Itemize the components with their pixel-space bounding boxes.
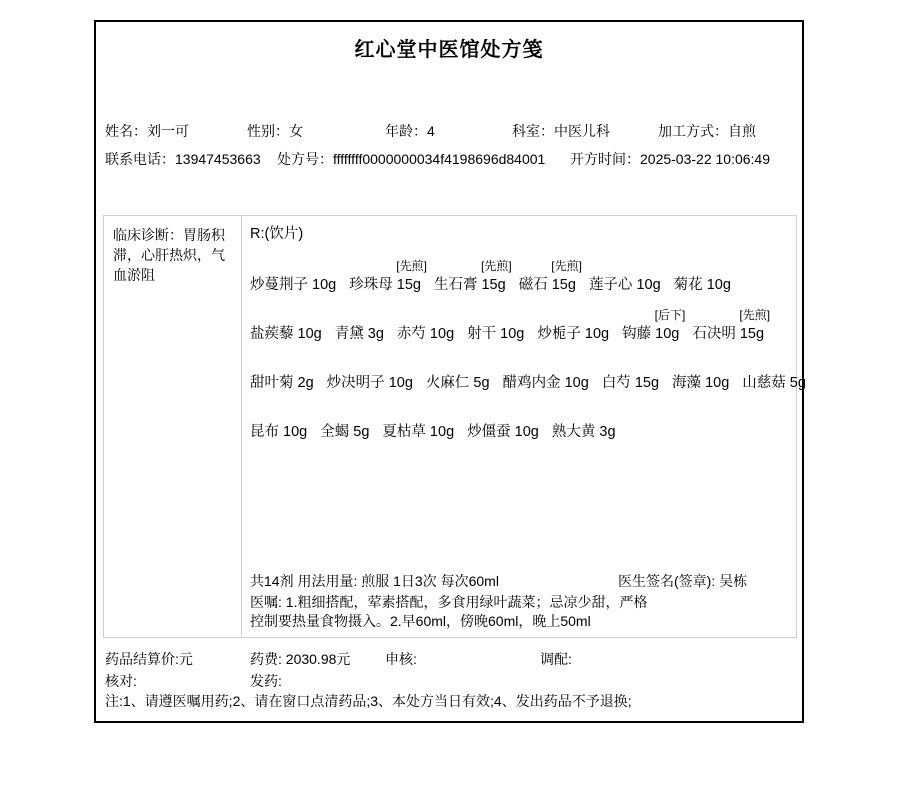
medicine-item (250, 376, 314, 391)
medicine-name-dose: 熟大黄 3g (551, 424, 616, 440)
field-issue-time (570, 149, 770, 169)
medicine-item (250, 278, 336, 293)
medicine-item (503, 376, 589, 391)
decoction-tag: [先煎] (739, 308, 771, 322)
medicine-name-dose: 炒蔓荆子 10g (250, 277, 337, 293)
medicine-row (250, 294, 806, 343)
medicine-row (250, 392, 806, 441)
medicine-name-dose: 醋鸡内金 10g (502, 375, 589, 391)
patient-info-row-1 (96, 121, 802, 139)
medicine-name-dose: 石决明 15g (692, 326, 765, 342)
field-value: ffffffff0000000034f4198696d84001 (333, 151, 546, 167)
patient-info-row-2 (96, 149, 802, 167)
decoction-tag: [后下] (654, 308, 686, 322)
medicine-item (467, 425, 539, 440)
medicine-item (349, 259, 427, 293)
medicine-item (467, 327, 524, 342)
field-label: 年龄： (385, 123, 427, 139)
medicine-item (602, 376, 659, 391)
doctor-signature (618, 572, 747, 591)
field-check: 核对: (105, 673, 137, 689)
medicine-item (674, 278, 731, 293)
field-value: 自煎 (728, 123, 756, 139)
medicine-item (327, 376, 413, 391)
field-settlement-price (105, 649, 193, 669)
medicine-name-dose: 炒僵蚕 10g (467, 424, 539, 440)
page-title: 红心堂中医馆处方笺 (354, 39, 544, 61)
medicine-name-dose: 白芍 15g (601, 375, 660, 391)
medicine-rows (250, 245, 806, 441)
medicine-item (742, 376, 806, 391)
decoction-tag: [先煎] (481, 259, 512, 273)
doctor-signature-name: 吴栋 (719, 573, 748, 589)
medicine-item (335, 327, 384, 342)
field-processing-method (658, 121, 756, 141)
field-value: 中医儿科 (554, 123, 610, 139)
field-issue-medicine: 发药: (250, 673, 282, 689)
rx-bottom-block (250, 572, 802, 631)
decoction-tag: [先煎] (551, 259, 582, 273)
medicine-name-dose: 盐蒺藜 10g (250, 326, 322, 342)
field-phone (105, 149, 261, 169)
field-dispense: 调配: (540, 651, 572, 667)
medicine-name-dose: 山慈菇 5g (742, 375, 806, 391)
medicine-name-dose: 火麻仁 5g (425, 375, 490, 391)
field-value: 女 (289, 123, 303, 139)
field-value: 13947453663 (175, 151, 261, 167)
medicine-item (552, 425, 616, 440)
medicine-name-dose: 赤芍 10g (396, 326, 455, 342)
medicine-item (320, 425, 369, 440)
medicine-item (518, 259, 582, 293)
field-review: 申核: (385, 651, 417, 667)
medicine-item (589, 278, 661, 293)
medicine-name-dose: 钩藤 10g (622, 326, 680, 342)
field-label: 性别： (247, 123, 289, 139)
field-prescription-number (277, 149, 545, 169)
diagnosis-label: 临床诊断： (113, 227, 183, 243)
field-label: 开方时间： (570, 151, 640, 167)
medicine-name-dose: 生石膏 15g (433, 277, 506, 293)
medicine-item (397, 327, 454, 342)
medicine-name-dose: 昆布 10g (250, 424, 308, 440)
field-medicine-fee (250, 649, 350, 669)
medicine-name-dose: 海藻 10g (672, 375, 730, 391)
field-value: 元 (178, 651, 193, 667)
field-label: 科室： (512, 123, 554, 139)
field-label: 联系电话： (105, 151, 175, 167)
medical-instructions: 医嘱: 1.粗细搭配，荤素搭配，多食用绿叶蔬菜；忌凉少甜，严格控制要热量食物摄入。2.早60ml，傍晚60ml，晚上50ml (250, 594, 648, 629)
medicine-item (426, 376, 490, 391)
diagnosis-cell (104, 216, 242, 637)
medicine-name-dose: 菊花 10g (673, 277, 731, 293)
field-label: 药品结算价: (105, 651, 179, 667)
field-value: 4 (427, 123, 435, 139)
decoction-tag: [先煎] (396, 259, 427, 273)
footer-row-2 (96, 671, 802, 689)
medicine-item (672, 376, 729, 391)
field-label: 加工方式： (658, 123, 728, 139)
medicine-name-dose: 射干 10g (467, 326, 525, 342)
medicine-item (692, 308, 771, 342)
medicine-name-dose: 夏枯草 10g (382, 424, 455, 440)
dosage-summary: 共14剂 用法用量: 煎服 1日3次 每次60ml (250, 573, 499, 589)
field-label: 药费: (250, 651, 286, 667)
medicine-name-dose: 甜叶菊 2g (250, 375, 314, 391)
field-age (385, 121, 435, 141)
rx-header: R:(饮片) (250, 226, 304, 242)
medicine-cell (242, 216, 806, 637)
footer-row-1 (96, 649, 802, 667)
medicine-row (250, 343, 806, 392)
field-label: 处方号： (277, 151, 333, 167)
diagnosis-text: 胃肠积滞，心肝热炽，气血淤阻 (113, 227, 225, 283)
field-value: 2025-03-22 10:06:49 (640, 151, 770, 167)
medicine-name-dose: 磁石 15g (518, 277, 576, 293)
medicine-item (382, 425, 454, 440)
field-value: 刘一可 (147, 123, 189, 139)
medicine-row (250, 245, 806, 294)
prescription-sheet (94, 20, 804, 723)
dosage-summary-line (250, 572, 802, 591)
medicine-item (433, 259, 512, 293)
doctor-signature-label: 医生签名(签章): (618, 573, 720, 589)
medicine-item (250, 327, 322, 342)
medicine-name-dose: 青黛 3g (334, 326, 384, 342)
medicine-name-dose: 珍珠母 15g (349, 277, 421, 293)
field-label: 姓名： (105, 123, 147, 139)
medicine-item (622, 308, 686, 342)
footer-note: 注:1、请遵医嘱用药;2、请在窗口点清药品;3、本处方当日有效;4、发出药品不予退换; (105, 693, 632, 709)
medicine-item (537, 327, 609, 342)
medicine-name-dose: 炒决明子 10g (326, 375, 413, 391)
medicine-name-dose: 全蝎 5g (320, 424, 370, 440)
field-patient-name (105, 121, 189, 141)
field-department (512, 121, 610, 141)
medicine-name-dose: 炒栀子 10g (537, 326, 610, 342)
prescription-box (103, 215, 806, 638)
medicine-item (250, 425, 307, 440)
medicine-name-dose: 莲子心 10g (588, 277, 661, 293)
field-gender (247, 121, 303, 141)
field-value: 2030.98元 (285, 651, 351, 667)
